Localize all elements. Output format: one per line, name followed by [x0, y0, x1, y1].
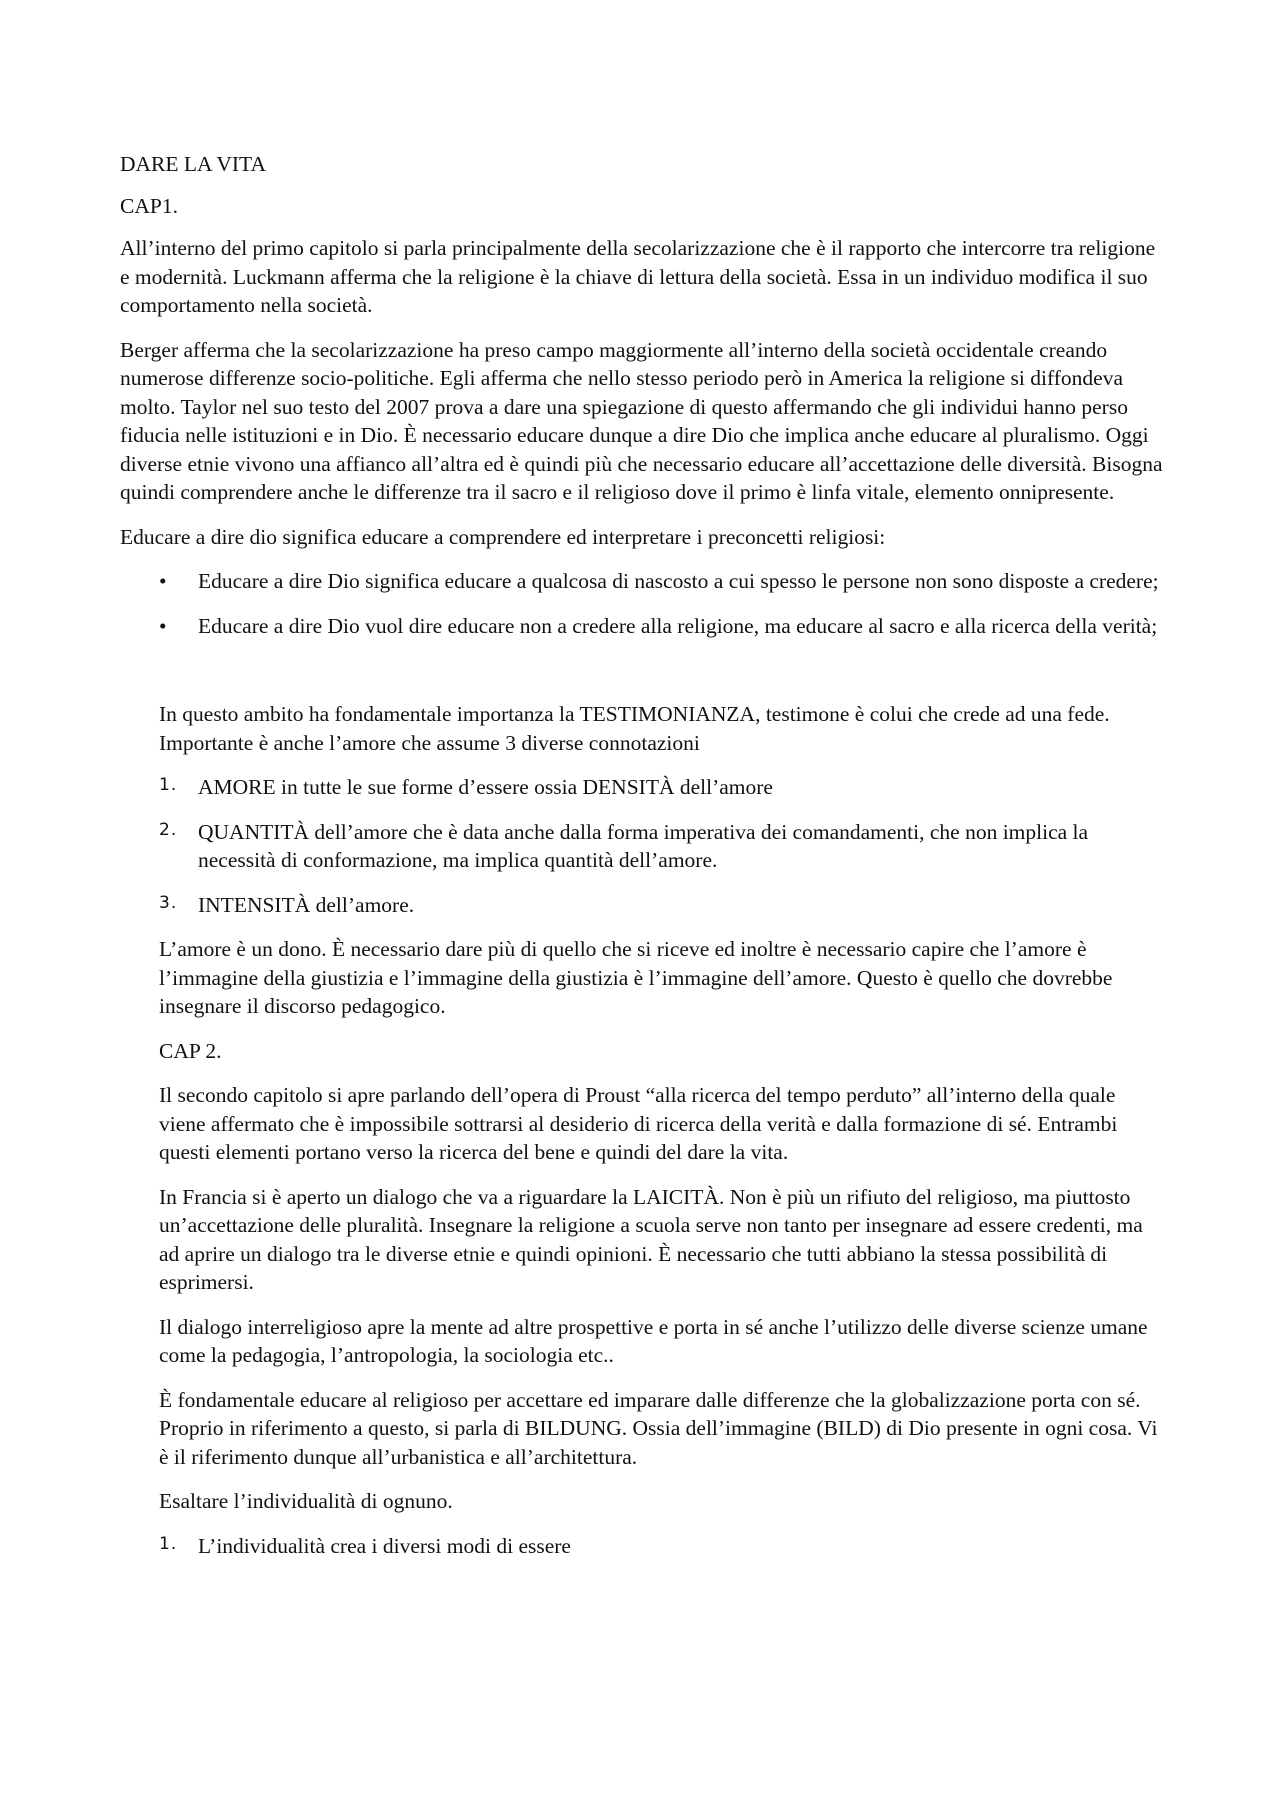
closing-paragraph: L’amore è un dono. È necessario dare più di quello che si riceve ed inoltre è necessario capire che l’amore è l’immagine della giustizia e l’immagine della giustizia è l’immagine dell’amore. Questo è quello che dovrebbe insegnare il discorso pedagogico.: [159, 937, 1113, 1018]
list-item: [120, 891, 1165, 920]
bullet-list: [120, 567, 1165, 640]
number-marker: 2.: [159, 819, 178, 840]
testimonianza-paragraph: In questo ambito ha fondamentale importanza la TESTIMONIANZA, testimone è colui che crede ad una fede. Importante è anche l’amore che assume 3 diverse connotazioni: [159, 702, 1110, 755]
list-item-text: L’individualità crea i diversi modi di essere: [198, 1533, 571, 1558]
list-item: [120, 612, 1165, 641]
number-marker: 1.: [159, 775, 178, 795]
chapter-1-paragraph: All’interno del primo capitolo si parla principalmente della secolarizzazione che è il rapporto che intercorre tra religione e modernità. Luckmann afferma che la religione è la chiave di lettura della società. Essa in un individuo modifica il suo comportamento nella società.: [120, 236, 1156, 317]
chapter-2-paragraph: In Francia si è aperto un dialogo che va a riguardare la LAICITÀ. Non è più un rifiuto del religioso, ma piuttosto un’accettazione delle pluralità. Insegnare la religione a scuola serve non tanto per insegnare ad essere credenti, ma ad aprire un dialogo tra le diverse etnie e quindi opinioni. È necessario che tutti abbiano la stessa possibilità di esprimersi.: [159, 1184, 1143, 1294]
bullet-marker: •: [159, 569, 167, 593]
chapter-2-paragraph: Esaltare l’individualità di ognuno.: [159, 1489, 453, 1513]
list-item-text: AMORE in tutte le sue forme d’essere ossia DENSITÀ dell’amore: [198, 775, 773, 799]
chapter-1-paragraph: Berger afferma che la secolarizzazione ha preso campo maggiormente all’interno della società occidentale creando numerose differenze socio-politiche. Egli afferma che nello stesso periodo però in America la religione si diffondeva molto. Taylor nel suo testo del 2007 prova a dare una spiegazione di questo affermando che gli individui hanno perso fiducia nelle istituzioni e in Dio. È necessario educare dunque a dire Dio che implica anche educare al pluralismo. Oggi diverse etnie vivono una affianco all’altra ed è quindi più che necessario educare all’accettazione delle diversità. Bisogna quindi comprendere anche le differenze tra il sacro e il religioso dove il primo è linfa vitale, elemento onnipresente.: [120, 337, 1163, 504]
numbered-list: [120, 773, 1165, 919]
number-marker: 3.: [159, 892, 178, 913]
chapter-2-heading: CAP 2.: [159, 1038, 222, 1063]
list-item: [120, 1532, 1165, 1561]
list-item: [120, 567, 1165, 596]
document-body: [120, 150, 1165, 1560]
list-item-text: Educare a dire Dio vuol dire educare non a credere alla religione, ma educare al sacro e alla ricerca della verità;: [198, 613, 1158, 638]
chapter-2-paragraph: È fondamentale educare al religioso per accettare ed imparare dalle differenze che la globalizzazione porta con sé. Proprio in riferimento a questo, si parla di BILDUNG. Ossia dell’immagine (BILD) di Dio presente in ogni cosa. Vi è il riferimento dunque all’urbanistica e all’architettura.: [159, 1387, 1158, 1469]
bullet-marker: •: [159, 613, 167, 638]
indented-section: [159, 700, 1165, 1560]
chapter-2-paragraph: Il secondo capitolo si apre parlando dell’opera di Proust “alla ricerca del tempo perduto” all’interno della quale viene affermato che è impossibile sottrarsi al desiderio di ricerca della verità e dalla formazione di sé. Entrambi questi elementi portano verso la ricerca del bene e quindi del dare la vita.: [159, 1083, 1118, 1164]
list-item-text: INTENSITÀ dell’amore.: [198, 892, 415, 917]
number-marker: 1.: [159, 1533, 178, 1554]
spacer: [120, 656, 1165, 700]
list-item: [120, 773, 1165, 802]
list-item-text: Educare a dire Dio significa educare a qualcosa di nascosto a cui spesso le persone non sono disposte a credere;: [198, 569, 1159, 593]
chapter-1-paragraph: Educare a dire dio significa educare a comprendere ed interpretare i preconcetti religiosi:: [120, 524, 886, 549]
numbered-list: [120, 1532, 1165, 1561]
list-item: [120, 818, 1165, 875]
list-item-text: QUANTITÀ dell’amore che è data anche dalla forma imperativa dei comandamenti, che non implica la necessità di conformazione, ma implica quantità dell’amore.: [198, 819, 1089, 872]
document-title: DARE LA VITA: [120, 152, 266, 176]
chapter-2-paragraph: Il dialogo interreligioso apre la mente ad altre prospettive e porta in sé anche l’utilizzo delle diverse scienze umane come la pedagogia, l’antropologia, la sociologia etc..: [159, 1314, 1148, 1367]
chapter-1-heading: CAP1.: [120, 193, 178, 218]
